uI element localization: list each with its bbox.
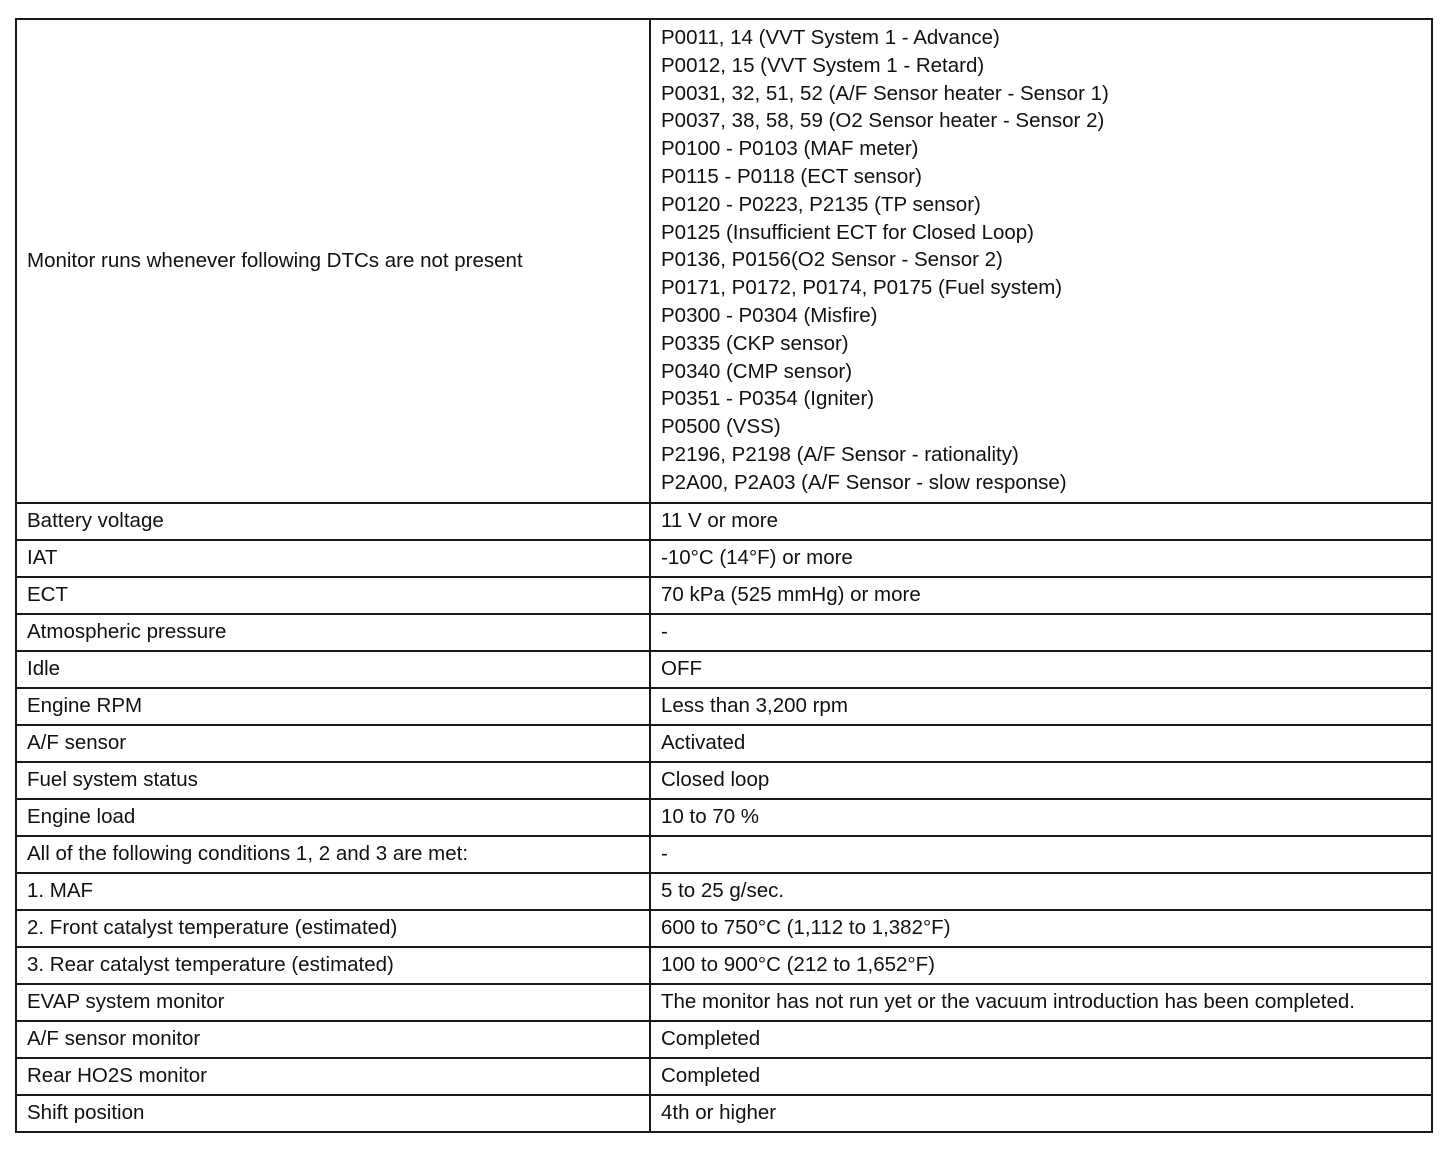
condition-label: Fuel system status bbox=[16, 762, 650, 799]
dtc-item: P0171, P0172, P0174, P0175 (Fuel system) bbox=[661, 276, 1063, 300]
condition-label: Engine RPM bbox=[16, 688, 650, 725]
condition-value: 5 to 25 g/sec. bbox=[650, 873, 1432, 910]
table-row bbox=[16, 910, 1432, 947]
table-row bbox=[16, 503, 1432, 540]
condition-value: The monitor has not run yet or the vacuum introduction has been completed. bbox=[650, 984, 1432, 1021]
condition-label: ECT bbox=[16, 577, 650, 614]
dtc-item: P0125 (Insufficient ECT for Closed Loop) bbox=[661, 220, 1035, 244]
monitor-conditions-table bbox=[15, 18, 1433, 1133]
dtc-item: P2A00, P2A03 (A/F Sensor - slow response) bbox=[661, 470, 1067, 494]
dtc-item: P0351 - P0354 (Igniter) bbox=[661, 387, 875, 411]
condition-label: Engine load bbox=[16, 799, 650, 836]
table-row bbox=[16, 873, 1432, 910]
condition-value: - bbox=[650, 836, 1432, 873]
table-row bbox=[16, 762, 1432, 799]
table-row bbox=[16, 799, 1432, 836]
dtc-list bbox=[661, 20, 1421, 502]
dtc-item: P0115 - P0118 (ECT sensor) bbox=[661, 164, 922, 188]
dtc-condition-label: Monitor runs whenever following DTCs are not present bbox=[16, 19, 650, 503]
condition-label: 3. Rear catalyst temperature (estimated) bbox=[16, 947, 650, 984]
condition-label: Rear HO2S monitor bbox=[16, 1058, 650, 1095]
table-row bbox=[16, 688, 1432, 725]
condition-value: Activated bbox=[650, 725, 1432, 762]
dtc-item: P0012, 15 (VVT System 1 - Retard) bbox=[661, 53, 985, 77]
dtc-item: P0500 (VSS) bbox=[661, 415, 781, 439]
dtc-item: P0340 (CMP sensor) bbox=[661, 359, 853, 383]
condition-value: 600 to 750°C (1,112 to 1,382°F) bbox=[650, 910, 1432, 947]
dtc-item: P0120 - P0223, P2135 (TP sensor) bbox=[661, 192, 981, 216]
condition-value: Completed bbox=[650, 1021, 1432, 1058]
table-row bbox=[16, 1021, 1432, 1058]
dtc-item: P0011, 14 (VVT System 1 - Advance) bbox=[661, 26, 1000, 49]
dtc-item: P0335 (CKP sensor) bbox=[661, 331, 849, 355]
dtc-list-cell bbox=[650, 19, 1432, 503]
condition-value: OFF bbox=[650, 651, 1432, 688]
condition-label: Idle bbox=[16, 651, 650, 688]
condition-value: 11 V or more bbox=[650, 503, 1432, 540]
condition-value: - bbox=[650, 614, 1432, 651]
condition-label: Atmospheric pressure bbox=[16, 614, 650, 651]
table-row bbox=[16, 577, 1432, 614]
condition-value: -10°C (14°F) or more bbox=[650, 540, 1432, 577]
condition-label: 1. MAF bbox=[16, 873, 650, 910]
condition-value: 70 kPa (525 mmHg) or more bbox=[650, 577, 1432, 614]
condition-label: A/F sensor bbox=[16, 725, 650, 762]
table-row bbox=[16, 725, 1432, 762]
dtc-item: P0037, 38, 58, 59 (O2 Sensor heater - Sensor 2) bbox=[661, 109, 1105, 133]
table-row bbox=[16, 1058, 1432, 1095]
condition-value: 10 to 70 % bbox=[650, 799, 1432, 836]
condition-value: 4th or higher bbox=[650, 1095, 1432, 1132]
condition-value: 100 to 900°C (212 to 1,652°F) bbox=[650, 947, 1432, 984]
table-row bbox=[16, 836, 1432, 873]
dtc-item: P0136, P0156(O2 Sensor - Sensor 2) bbox=[661, 248, 1003, 272]
dtc-item: P0031, 32, 51, 52 (A/F Sensor heater - Sensor 1) bbox=[661, 81, 1109, 105]
condition-label: Battery voltage bbox=[16, 503, 650, 540]
condition-value: Completed bbox=[650, 1058, 1432, 1095]
table-row bbox=[16, 614, 1432, 651]
condition-label: EVAP system monitor bbox=[16, 984, 650, 1021]
condition-label: All of the following conditions 1, 2 and 3 are met: bbox=[16, 836, 650, 873]
table-row bbox=[16, 1095, 1432, 1132]
table-row bbox=[16, 540, 1432, 577]
condition-label: Shift position bbox=[16, 1095, 650, 1132]
table-row bbox=[16, 984, 1432, 1021]
dtc-item: P0300 - P0304 (Misfire) bbox=[661, 303, 878, 327]
dtc-item: P0100 - P0103 (MAF meter) bbox=[661, 137, 919, 161]
condition-value: Closed loop bbox=[650, 762, 1432, 799]
condition-value: Less than 3,200 rpm bbox=[650, 688, 1432, 725]
document-page bbox=[15, 18, 1431, 1133]
table-row bbox=[16, 651, 1432, 688]
dtc-item: P2196, P2198 (A/F Sensor - rationality) bbox=[661, 442, 1019, 466]
condition-label: A/F sensor monitor bbox=[16, 1021, 650, 1058]
table-row bbox=[16, 947, 1432, 984]
table-row-dtcs bbox=[16, 19, 1432, 503]
condition-label: IAT bbox=[16, 540, 650, 577]
condition-label: 2. Front catalyst temperature (estimated) bbox=[16, 910, 650, 947]
